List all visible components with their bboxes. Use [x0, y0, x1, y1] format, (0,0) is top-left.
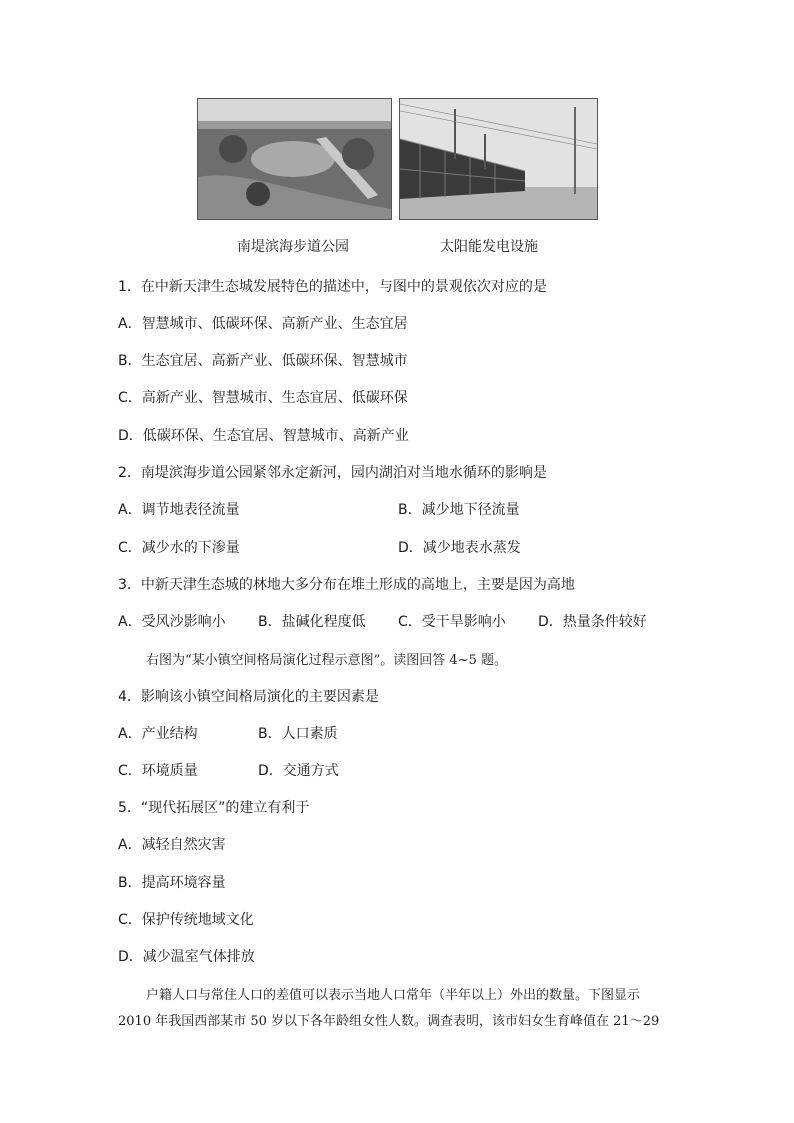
- intro-next-line1: 户籍人口与常住人口的差值可以表示当地人口常年（半年以上）外出的数量。下图显示: [146, 988, 641, 1003]
- q4-option-d: D．交通方式: [258, 763, 339, 779]
- q1-stem: 1．在中新天津生态城发展特色的描述中，与图中的景观依次对应的是: [118, 279, 547, 295]
- q3-option-a: A．受风沙影响小: [118, 614, 226, 630]
- solar-caption: 太阳能发电设施: [440, 239, 538, 255]
- q2-option-c: C．减少水的下渗量: [118, 540, 240, 556]
- q3-stem: 3．中新天津生态城的林地大多分布在堆土形成的高地上，主要是因为高地: [118, 577, 575, 593]
- q4-option-c: C．环境质量: [118, 763, 198, 779]
- q5-option-d: D．减少温室气体排放: [118, 949, 255, 965]
- q1-option-c: C．高新产业、智慧城市、生态宜居、低碳环保: [118, 390, 408, 406]
- q3-option-d: D．热量条件较好: [538, 614, 647, 630]
- park-photo: [197, 98, 392, 220]
- q4-stem: 4．影响该小镇空间格局演化的主要因素是: [118, 689, 379, 705]
- q2-stem: 2．南堤滨海步道公园紧邻永定新河，园内湖泊对当地水循环的影响是: [118, 465, 547, 481]
- q5-option-a: A．减轻自然灾害: [118, 837, 226, 853]
- q4-option-a: A．产业结构: [118, 726, 198, 742]
- q2-option-a: A．调节地表径流量: [118, 502, 240, 518]
- q1-option-b: B．生态宜居、高新产业、低碳环保、智慧城市: [118, 353, 408, 369]
- q2-option-d: D．减少地表水蒸发: [398, 540, 521, 556]
- park-caption: 南堤滨海步道公园: [237, 239, 349, 255]
- q4-option-b: B．人口素质: [258, 726, 338, 742]
- q1-option-d: D．低碳环保、生态宜居、智慧城市、高新产业: [118, 428, 409, 444]
- q3-option-b: B．盐碱化程度低: [258, 614, 366, 630]
- intro-4-5: 右图为“某小镇空间格局演化过程示意图”。读图回答 4~5 题。: [146, 653, 507, 668]
- q3-option-c: C．受干旱影响小: [398, 614, 506, 630]
- q5-stem: 5．“现代拓展区”的建立有利于: [118, 800, 310, 816]
- q1-option-a: A．智慧城市、低碳环保、高新产业、生态宜居: [118, 316, 408, 332]
- intro-next-line2: 2010 年我国西部某市 50 岁以下各年龄组女性人数。调查表明，该市妇女生育峰值在 21～29: [118, 1014, 660, 1029]
- solar-photo: [399, 98, 598, 220]
- q2-option-b: B．减少地下径流量: [398, 502, 520, 518]
- q5-option-b: B．提高环境容量: [118, 875, 226, 891]
- q5-option-c: C．保护传统地域文化: [118, 912, 254, 928]
